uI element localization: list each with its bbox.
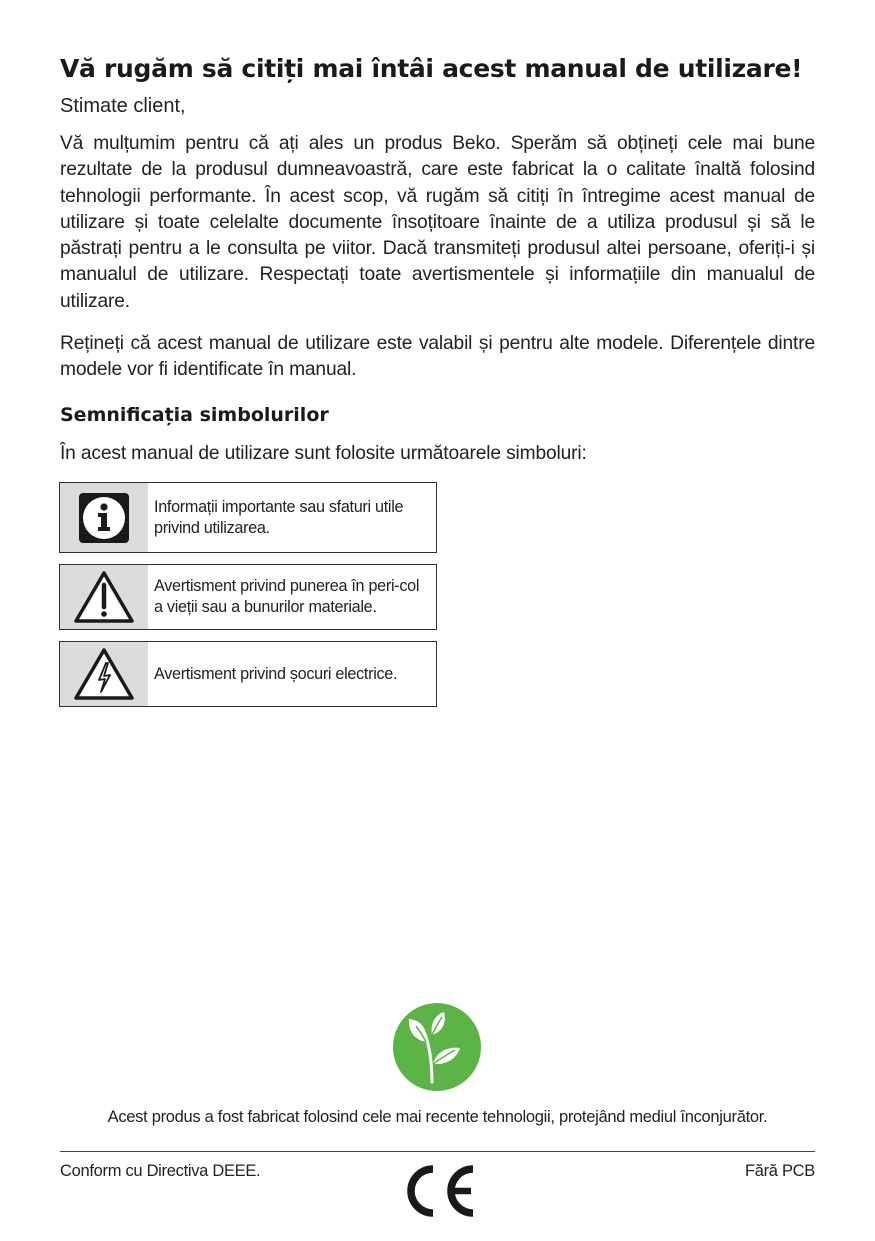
- symbol-warning-box: [59, 564, 437, 630]
- symbol-electric-box: [59, 641, 437, 707]
- ce-mark-icon: [397, 1163, 477, 1219]
- symbol-info-box: [59, 482, 437, 553]
- warning-triangle-icon: [60, 565, 148, 629]
- greeting: Stimate client,: [60, 95, 186, 117]
- models-note-paragraph: Rețineți că acest manual de utilizare este valabil și pentru alte modele. Diferențele dintre modele vor fi identificate în manual.: [60, 333, 815, 381]
- info-icon: [60, 483, 148, 552]
- symbols-intro: În acest manual de utilizare sunt folosite următoarele simboluri:: [60, 443, 587, 464]
- symbol-info-text: Informații importante sau sfaturi utile privind utilizarea.: [154, 497, 404, 537]
- symbol-electric-text: Avertisment privind șocuri electrice.: [154, 664, 398, 683]
- leaf-icon: [392, 1002, 482, 1092]
- section-heading: Semnificația simbolurilor: [60, 404, 329, 426]
- footer-divider: [60, 1151, 815, 1152]
- eco-statement: Acest produs a fost fabricat folosind cele mai recente tehnologii, protejând mediul înconjurător.: [107, 1108, 768, 1126]
- page-title: Vă rugăm să citiți mai întâi acest manual de utilizare!: [60, 54, 803, 83]
- intro-paragraph: Vă mulțumim pentru că ați ales un produs Beko. Sperăm să obțineți cele mai bune rezultate de la produsul dumneavoastră, care este fabricat la o calitate înaltă folosind tehnologii performante. În acest scop, vă rugăm să citiți în întregime acest manual de utilizare și toate celelalte documente însoțitoare înainte de a utiliza produsul și să le păstrați pentru a le consulta pe viitor. Dacă transmiteți produsul altei persoane, oferiți-i și manualul de utilizare. Respectați toate avertismentele și informațiile din manualul de utilizare.: [60, 133, 815, 312]
- symbol-warning-text: Avertisment privind punerea în peri-col a vieții sau a bunurilor materiale.: [154, 577, 420, 616]
- weee-compliance: Conform cu Directiva DEEE.: [60, 1162, 261, 1180]
- pcb-free-label: Fără PCB: [744, 1162, 815, 1180]
- electric-shock-icon: [60, 642, 148, 706]
